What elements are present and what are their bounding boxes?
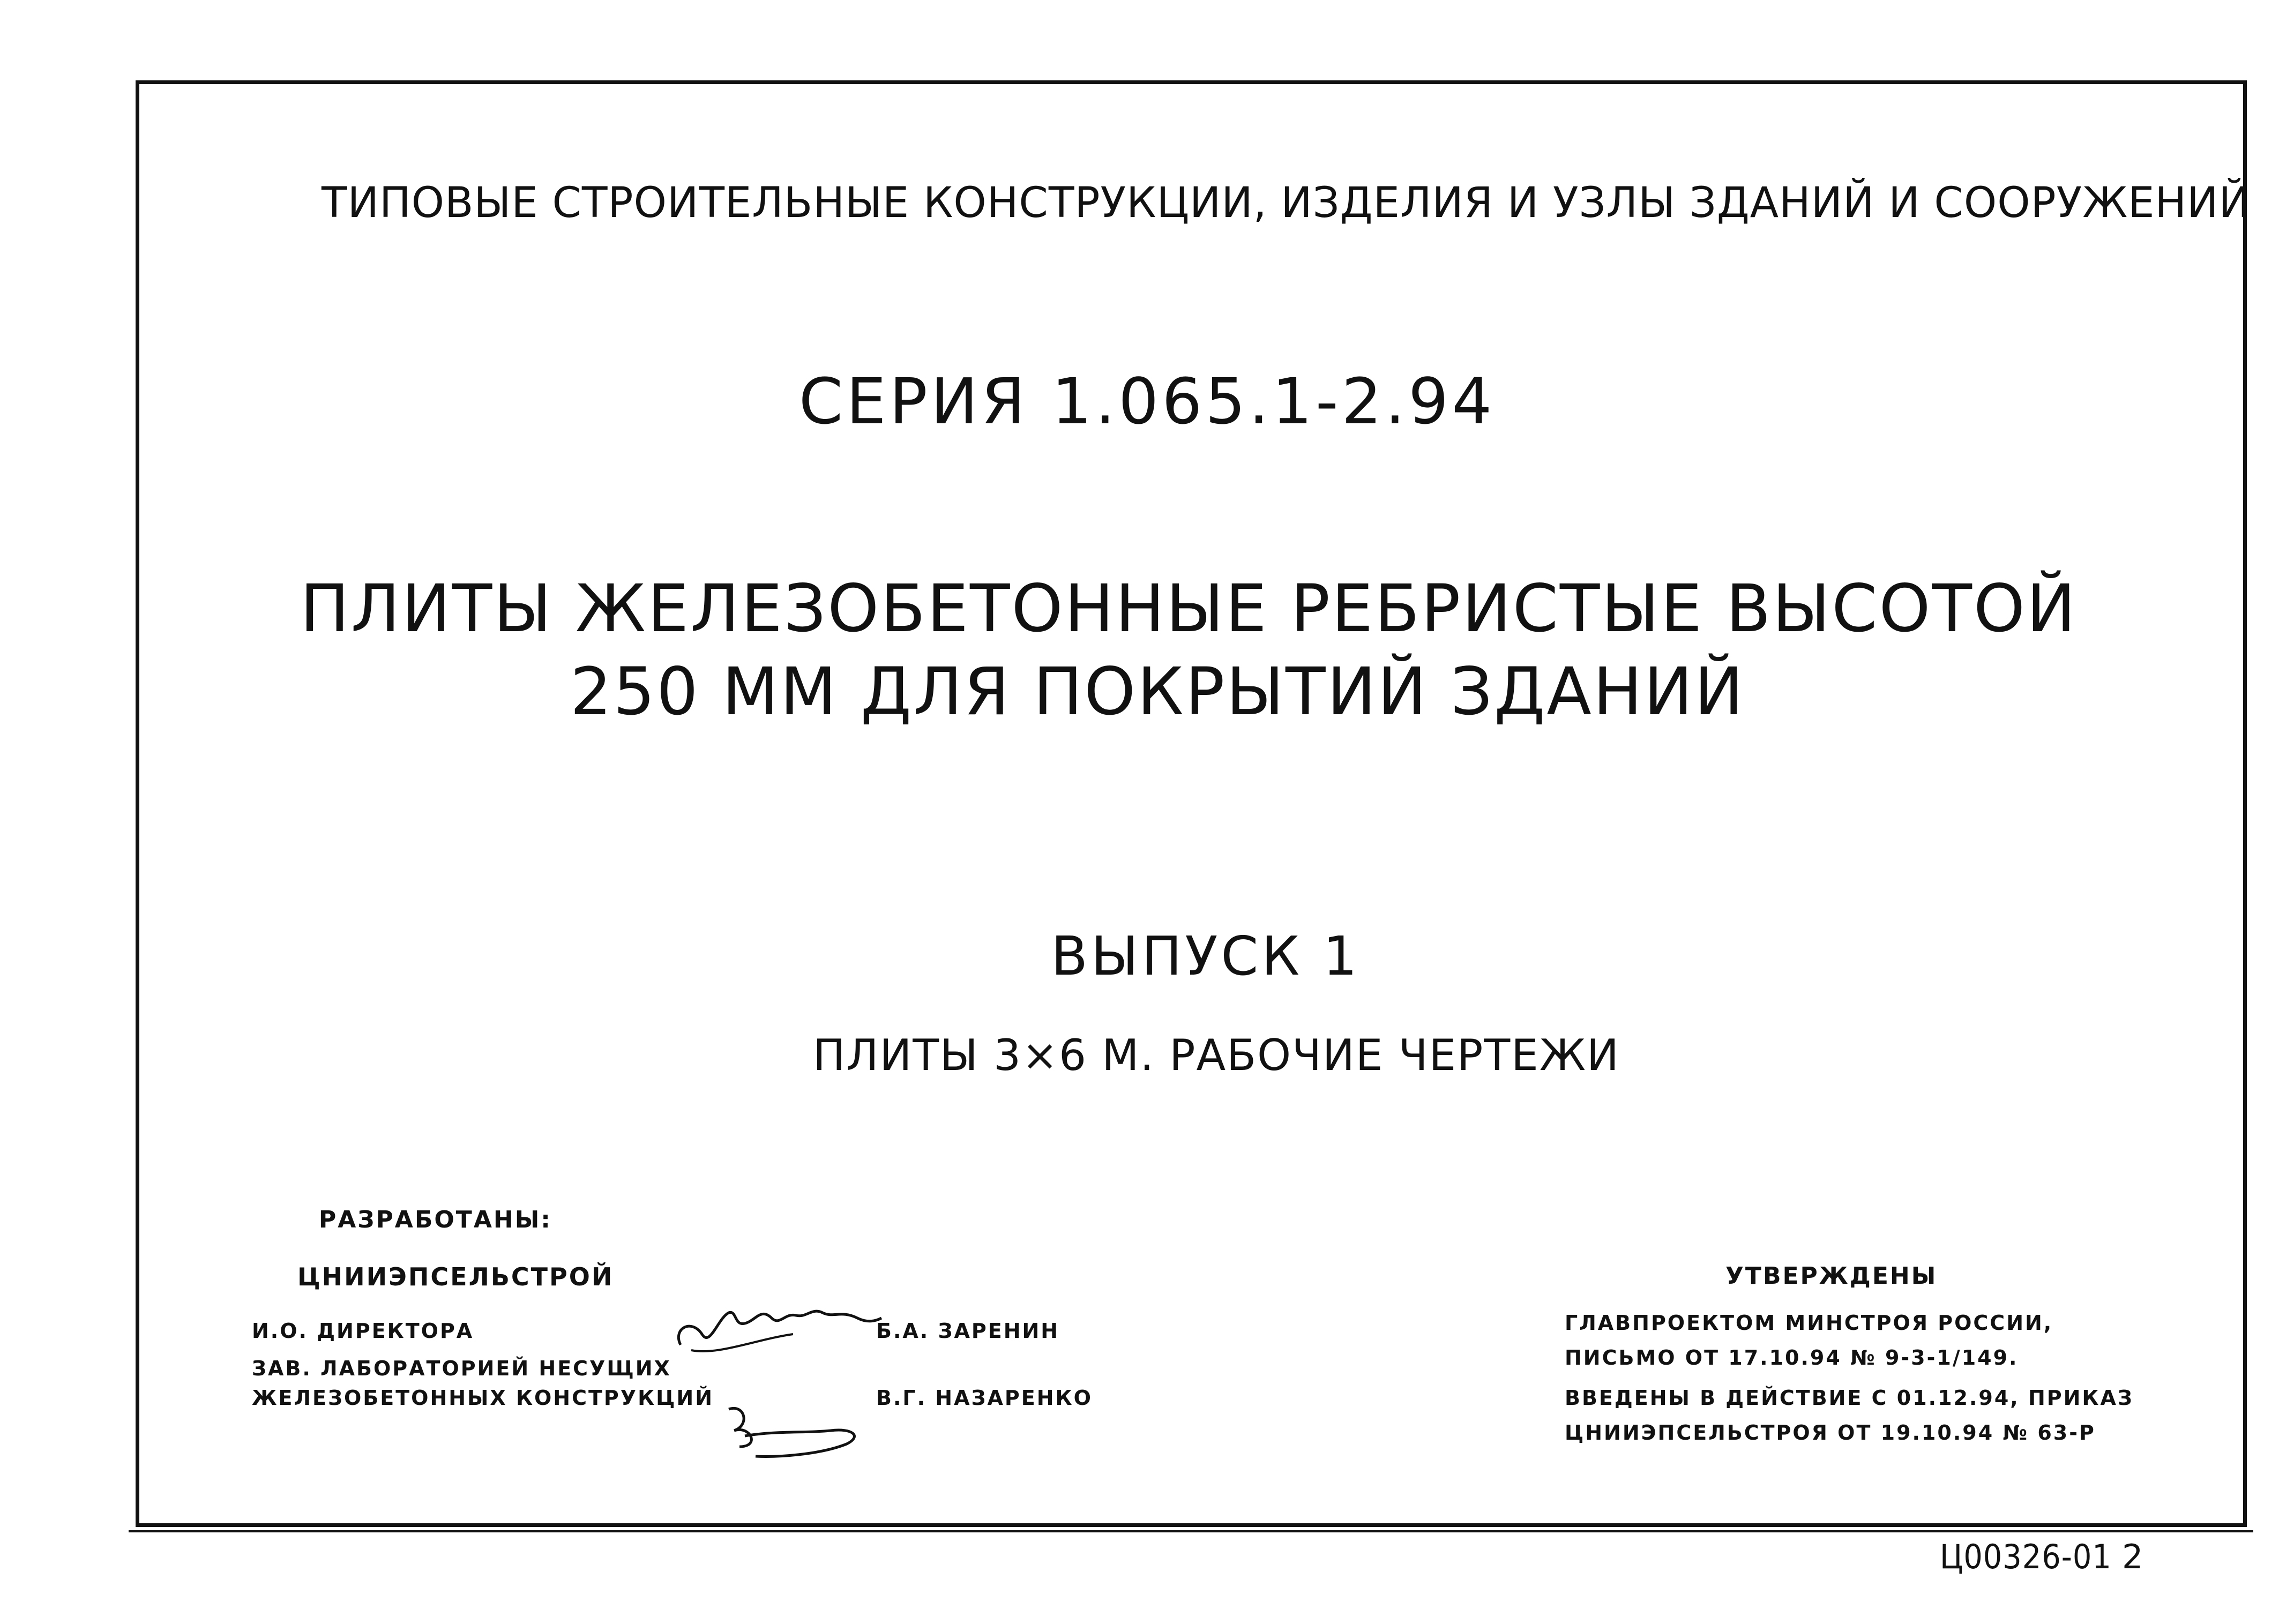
approval-label: УТВЕРЖДЕНЫ	[1725, 1262, 1938, 1290]
issue-number: ВЫПУСК 1	[1051, 925, 1361, 987]
document-subtitle: ПЛИТЫ 3×6 М. РАБОЧИЕ ЧЕРТЕЖИ	[813, 1030, 1620, 1080]
lab-head-role-line-1: ЗАВ. ЛАБОРАТОРИЕЙ НЕСУЩИХ	[252, 1357, 671, 1380]
enactment-line-2: ЦНИИЭПСЕЛЬСТРОЯ ОТ 19.10.94 № 63-Р	[1565, 1421, 2096, 1445]
document-header: ТИПОВЫЕ СТРОИТЕЛЬНЫЕ КОНСТРУКЦИИ, ИЗДЕЛИЯ И УЗЛЫ ЗДАНИЙ И СООРУЖЕНИЙ	[322, 179, 2251, 227]
document-title-line-1: ПЛИТЫ ЖЕЛЕЗОБЕТОННЫЕ РЕБРИСТЫЕ ВЫСОТОЙ	[300, 571, 2078, 647]
developers-label: РАЗРАБОТАНЫ:	[319, 1206, 552, 1233]
enactment-line-1: ВВЕДЕНЫ В ДЕЙСТВИЕ С 01.12.94, ПРИКАЗ	[1565, 1386, 2134, 1410]
lab-head-signature	[713, 1393, 884, 1463]
developer-organization: ЦНИИЭПСЕЛЬСТРОЙ	[297, 1262, 614, 1291]
series-number: СЕРИЯ 1.065.1-2.94	[798, 364, 1496, 438]
director-name: Б.А. ЗАРЕНИН	[876, 1319, 1060, 1343]
lab-head-role-line-2: ЖЕЛЕЗОБЕТОННЫХ КОНСТРУКЦИЙ	[252, 1386, 714, 1410]
approval-letter: ПИСЬМО ОТ 17.10.94 № 9-3-1/149.	[1565, 1346, 2019, 1369]
document-code: Ц00326-01	[1940, 1537, 2112, 1576]
document-title-line-2: 250 ММ ДЛЯ ПОКРЫТИЙ ЗДАНИЙ	[570, 654, 1745, 730]
sheet-number: 2	[2122, 1537, 2143, 1576]
director-signature	[670, 1297, 884, 1366]
drawing-frame	[136, 80, 2251, 1527]
director-role: И.О. ДИРЕКТОРА	[252, 1319, 474, 1343]
lab-head-name: В.Г. НАЗАРЕНКО	[876, 1386, 1093, 1410]
approved-by: ГЛАВПРОЕКТОМ МИНСТРОЯ РОССИИ,	[1565, 1311, 2053, 1335]
bottom-rule	[129, 1530, 2253, 1532]
